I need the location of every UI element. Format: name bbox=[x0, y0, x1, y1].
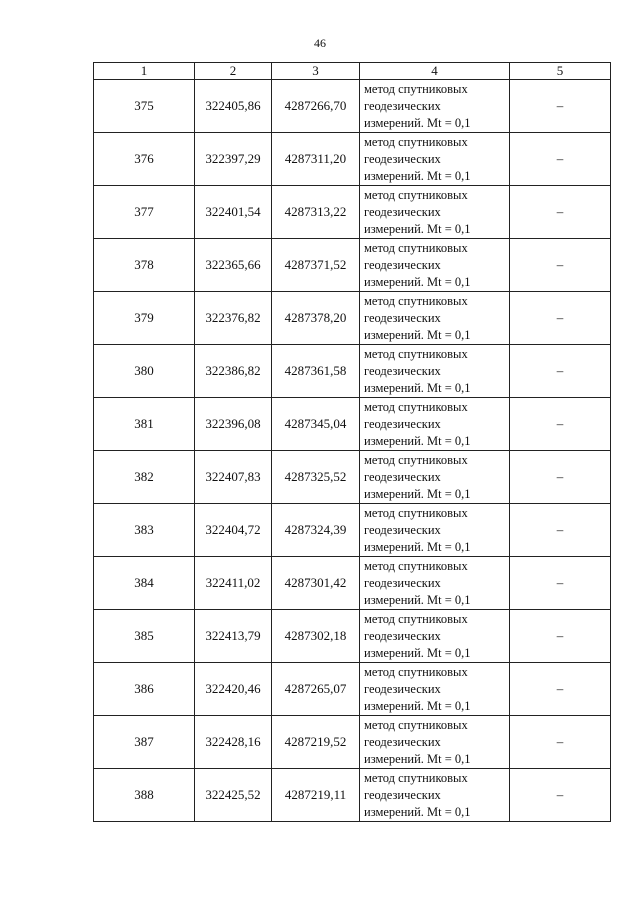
method-text-line: метод спутниковых bbox=[364, 717, 468, 732]
x-coordinate-cell: 322425,52 bbox=[195, 769, 272, 822]
point-number-cell: 376 bbox=[94, 133, 195, 186]
x-coordinate-cell: 322428,16 bbox=[195, 716, 272, 769]
point-number-cell: 385 bbox=[94, 610, 195, 663]
method-text-line: геодезических bbox=[364, 204, 441, 219]
method-cell bbox=[360, 186, 510, 239]
point-number-cell: 387 bbox=[94, 716, 195, 769]
table-row bbox=[94, 345, 611, 398]
point-number-cell: 379 bbox=[94, 292, 195, 345]
method-cell bbox=[360, 398, 510, 451]
y-coordinate-cell: 4287313,22 bbox=[272, 186, 360, 239]
table-row bbox=[94, 504, 611, 557]
method-text-line: геодезических bbox=[364, 363, 441, 378]
method-cell bbox=[360, 451, 510, 504]
table-row bbox=[94, 610, 611, 663]
method-text-line: измерений. Mt = 0,1 bbox=[364, 327, 471, 342]
y-coordinate-cell: 4287302,18 bbox=[272, 610, 360, 663]
table-row bbox=[94, 133, 611, 186]
point-number-cell: 384 bbox=[94, 557, 195, 610]
method-text-line: метод спутниковых bbox=[364, 611, 468, 626]
method-text-line: геодезических bbox=[364, 787, 441, 802]
method-text-line: геодезических bbox=[364, 628, 441, 643]
note-cell: – bbox=[510, 504, 611, 557]
method-cell bbox=[360, 610, 510, 663]
method-text-line: геодезических bbox=[364, 734, 441, 749]
method-cell bbox=[360, 80, 510, 133]
y-coordinate-cell: 4287219,11 bbox=[272, 769, 360, 822]
y-coordinate-cell: 4287371,52 bbox=[272, 239, 360, 292]
table-row bbox=[94, 186, 611, 239]
method-cell bbox=[360, 239, 510, 292]
method-text-line: измерений. Mt = 0,1 bbox=[364, 698, 471, 713]
method-text-line: измерений. Mt = 0,1 bbox=[364, 168, 471, 183]
header-col-2: 2 bbox=[195, 63, 272, 80]
header-col-4: 4 bbox=[360, 63, 510, 80]
method-cell bbox=[360, 663, 510, 716]
header-col-1: 1 bbox=[94, 63, 195, 80]
note-cell: – bbox=[510, 557, 611, 610]
point-number-cell: 375 bbox=[94, 80, 195, 133]
y-coordinate-cell: 4287345,04 bbox=[272, 398, 360, 451]
method-text-line: метод спутниковых bbox=[364, 452, 468, 467]
y-coordinate-cell: 4287265,07 bbox=[272, 663, 360, 716]
method-cell bbox=[360, 716, 510, 769]
x-coordinate-cell: 322376,82 bbox=[195, 292, 272, 345]
y-coordinate-cell: 4287378,20 bbox=[272, 292, 360, 345]
note-cell: – bbox=[510, 451, 611, 504]
x-coordinate-cell: 322404,72 bbox=[195, 504, 272, 557]
table-row bbox=[94, 398, 611, 451]
table-row bbox=[94, 769, 611, 822]
method-text-line: метод спутниковых bbox=[364, 81, 468, 96]
method-cell bbox=[360, 292, 510, 345]
method-text-line: измерений. Mt = 0,1 bbox=[364, 486, 471, 501]
method-text-line: геодезических bbox=[364, 310, 441, 325]
note-cell: – bbox=[510, 186, 611, 239]
table-row bbox=[94, 663, 611, 716]
method-text-line: метод спутниковых bbox=[364, 770, 468, 785]
note-cell: – bbox=[510, 610, 611, 663]
method-cell bbox=[360, 557, 510, 610]
note-cell: – bbox=[510, 292, 611, 345]
point-number-cell: 378 bbox=[94, 239, 195, 292]
method-text-line: измерений. Mt = 0,1 bbox=[364, 804, 471, 819]
method-text-line: измерений. Mt = 0,1 bbox=[364, 274, 471, 289]
method-text-line: метод спутниковых bbox=[364, 346, 468, 361]
coordinates-table bbox=[93, 62, 611, 822]
x-coordinate-cell: 322407,83 bbox=[195, 451, 272, 504]
method-text-line: измерений. Mt = 0,1 bbox=[364, 221, 471, 236]
table-row bbox=[94, 557, 611, 610]
method-text-line: геодезических bbox=[364, 469, 441, 484]
note-cell: – bbox=[510, 398, 611, 451]
method-text-line: геодезических bbox=[364, 257, 441, 272]
point-number-cell: 381 bbox=[94, 398, 195, 451]
method-cell bbox=[360, 769, 510, 822]
note-cell: – bbox=[510, 80, 611, 133]
y-coordinate-cell: 4287266,70 bbox=[272, 80, 360, 133]
method-text-line: метод спутниковых bbox=[364, 558, 468, 573]
method-text-line: измерений. Mt = 0,1 bbox=[364, 539, 471, 554]
x-coordinate-cell: 322420,46 bbox=[195, 663, 272, 716]
point-number-cell: 388 bbox=[94, 769, 195, 822]
table-row bbox=[94, 80, 611, 133]
method-text-line: метод спутниковых bbox=[364, 664, 468, 679]
x-coordinate-cell: 322405,86 bbox=[195, 80, 272, 133]
method-text-line: измерений. Mt = 0,1 bbox=[364, 592, 471, 607]
method-text-line: геодезических bbox=[364, 681, 441, 696]
table-row bbox=[94, 716, 611, 769]
point-number-cell: 383 bbox=[94, 504, 195, 557]
y-coordinate-cell: 4287311,20 bbox=[272, 133, 360, 186]
method-text-line: метод спутниковых bbox=[364, 187, 468, 202]
x-coordinate-cell: 322401,54 bbox=[195, 186, 272, 239]
point-number-cell: 386 bbox=[94, 663, 195, 716]
table-row bbox=[94, 239, 611, 292]
x-coordinate-cell: 322397,29 bbox=[195, 133, 272, 186]
method-text-line: метод спутниковых bbox=[364, 505, 468, 520]
header-col-3: 3 bbox=[272, 63, 360, 80]
point-number-cell: 380 bbox=[94, 345, 195, 398]
method-text-line: геодезических bbox=[364, 522, 441, 537]
y-coordinate-cell: 4287324,39 bbox=[272, 504, 360, 557]
x-coordinate-cell: 322386,82 bbox=[195, 345, 272, 398]
method-text-line: измерений. Mt = 0,1 bbox=[364, 115, 471, 130]
page-number: 46 bbox=[314, 36, 326, 50]
method-text-line: измерений. Mt = 0,1 bbox=[364, 380, 471, 395]
y-coordinate-cell: 4287301,42 bbox=[272, 557, 360, 610]
x-coordinate-cell: 322411,02 bbox=[195, 557, 272, 610]
table-row bbox=[94, 451, 611, 504]
method-text-line: метод спутниковых bbox=[364, 240, 468, 255]
method-text-line: измерений. Mt = 0,1 bbox=[364, 433, 471, 448]
note-cell: – bbox=[510, 769, 611, 822]
y-coordinate-cell: 4287325,52 bbox=[272, 451, 360, 504]
method-text-line: измерений. Mt = 0,1 bbox=[364, 645, 471, 660]
method-text-line: метод спутниковых bbox=[364, 134, 468, 149]
header-col-5: 5 bbox=[510, 63, 611, 80]
x-coordinate-cell: 322365,66 bbox=[195, 239, 272, 292]
table-body bbox=[94, 80, 611, 822]
note-cell: – bbox=[510, 345, 611, 398]
method-cell bbox=[360, 345, 510, 398]
method-text-line: геодезических bbox=[364, 416, 441, 431]
header-row bbox=[94, 63, 611, 80]
method-text-line: геодезических bbox=[364, 98, 441, 113]
method-text-line: измерений. Mt = 0,1 bbox=[364, 751, 471, 766]
method-cell bbox=[360, 133, 510, 186]
note-cell: – bbox=[510, 716, 611, 769]
x-coordinate-cell: 322396,08 bbox=[195, 398, 272, 451]
method-cell bbox=[360, 504, 510, 557]
method-text-line: метод спутниковых bbox=[364, 293, 468, 308]
point-number-cell: 382 bbox=[94, 451, 195, 504]
method-text-line: геодезических bbox=[364, 575, 441, 590]
note-cell: – bbox=[510, 239, 611, 292]
point-number-cell: 377 bbox=[94, 186, 195, 239]
table-row bbox=[94, 292, 611, 345]
note-cell: – bbox=[510, 133, 611, 186]
method-text-line: метод спутниковых bbox=[364, 399, 468, 414]
note-cell: – bbox=[510, 663, 611, 716]
y-coordinate-cell: 4287361,58 bbox=[272, 345, 360, 398]
x-coordinate-cell: 322413,79 bbox=[195, 610, 272, 663]
method-text-line: геодезических bbox=[364, 151, 441, 166]
y-coordinate-cell: 4287219,52 bbox=[272, 716, 360, 769]
